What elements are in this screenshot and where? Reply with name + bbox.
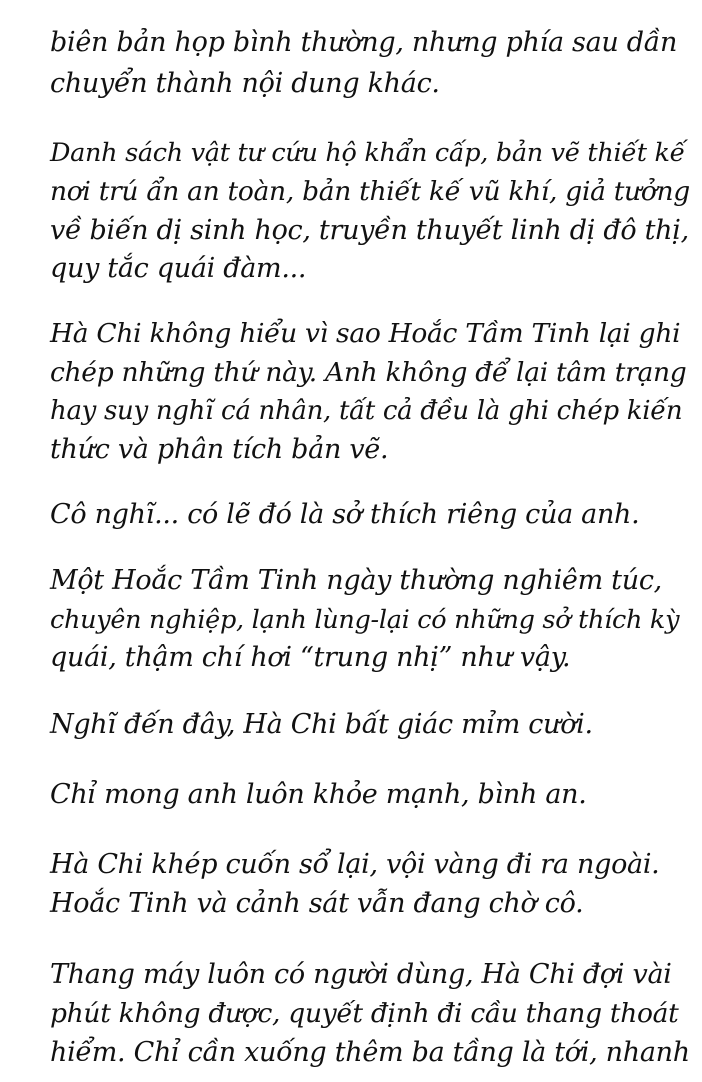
text-line: nơi trú ẩn an toàn, bản thiết kế vũ khí, giả tưởng	[50, 176, 690, 207]
text-line: phút không được, quyết định đi cầu thang thoát	[50, 998, 679, 1029]
text-line: Thang máy luôn có người dùng, Hà Chi đợi vài	[50, 959, 672, 990]
text-line: Hà Chi không hiểu vì sao Hoắc Tầm Tinh lại ghi	[50, 318, 681, 349]
text-line: quái, thậm chí hơi “trung nhị” như vậy.	[50, 642, 571, 673]
text-line: thức và phân tích bản vẽ.	[50, 434, 389, 465]
text-line: chép những thứ này. Anh không để lại tâm trạng	[50, 357, 687, 388]
text-line: chuyên nghiệp, lạnh lùng-lại có những sở thích kỳ	[50, 605, 680, 635]
text-line: Nghĩ đến đây, Hà Chi bất giác mỉm cười.	[50, 709, 593, 740]
text-line: về biến dị sinh học, truyền thuyết linh dị đô thị,	[50, 215, 689, 246]
text-line: hiểm. Chỉ cần xuống thêm ba tầng là tới, nhanh	[50, 1037, 690, 1068]
text-line: Cô nghĩ... có lẽ đó là sở thích riêng của anh.	[50, 499, 640, 530]
text-line: Hà Chi khép cuốn sổ lại, vội vàng đi ra ngoài.	[50, 849, 660, 880]
text-line: chuyển thành nội dung khác.	[50, 68, 440, 99]
text-line: Hoắc Tinh và cảnh sát vẫn đang chờ cô.	[50, 888, 584, 919]
text-line: quy tắc quái đàm...	[50, 253, 307, 284]
text-line: hay suy nghĩ cá nhân, tất cả đều là ghi chép kiến	[50, 396, 683, 426]
text-line: biên bản họp bình thường, nhưng phía sau dần	[50, 27, 678, 58]
text-line: Danh sách vật tư cứu hộ khẩn cấp, bản vẽ thiết kế	[50, 138, 685, 168]
text-line: Chỉ mong anh luôn khỏe mạnh, bình an.	[50, 779, 587, 810]
text-line: Một Hoắc Tầm Tinh ngày thường nghiêm túc,	[50, 565, 662, 596]
